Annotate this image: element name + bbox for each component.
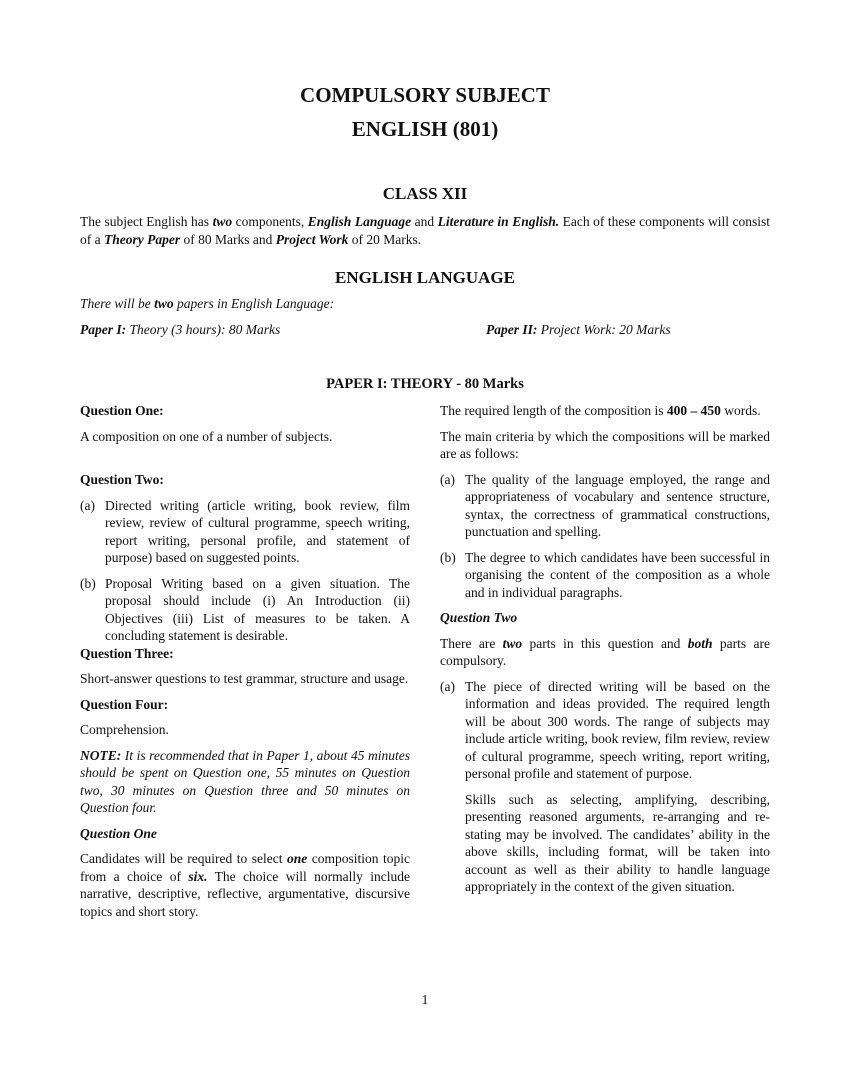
intro-paragraph: The subject English has two components, English Language and Literature in English. Each of these components will consist of a Theory Paper of 80 Marks and Project Work of 20 Marks.: [80, 214, 770, 247]
question-heading: Question Four:: [80, 696, 169, 712]
question-heading: Question One: [80, 825, 157, 841]
paragraph: A composition on one of a number of subjects.: [80, 428, 333, 444]
list-item: (b) Proposal Writing based on a given situation. The proposal should include (i) An Introduction (ii) Objectives (iii) List of measures to be taken. A concluding statement is desirable.: [80, 575, 410, 643]
question-heading: Question Two:: [80, 472, 164, 487]
question-heading: Question One:: [80, 403, 164, 418]
question-heading: Question Two: [440, 610, 518, 625]
list-item: (a) The piece of directed writing will be based on the information and ideas provided. The required length will be about 300 words. The range of subjects may include article writing, book review, film review, review of cultural programme, speech writing, report writing, personal profile and statement of purpose.: [440, 678, 770, 781]
paragraph: The main criteria by which the compositions will be marked are as follows:: [440, 428, 770, 461]
left-column: [80, 402, 410, 928]
paragraph: The required length of the composition is 400 – 450 words.: [440, 403, 761, 418]
theory-heading: PAPER I: THEORY - 80 Marks: [326, 376, 524, 392]
paper-one-line: Paper I: Theory (3 hours): 80 Marks: [80, 322, 281, 337]
paper-two-line: Paper II: Project Work: 20 Marks: [486, 322, 671, 337]
paragraph: Short-answer questions to test grammar, structure and usage.: [80, 671, 409, 686]
title-line-2: ENGLISH (801): [351, 117, 499, 141]
section-heading: ENGLISH LANGUAGE: [335, 268, 515, 287]
page-number: 1: [421, 992, 429, 1007]
question-heading: Question Three:: [80, 645, 174, 661]
paragraph: Candidates will be required to select one composition topic from a choice of six. The choice will normally include narrative, descriptive, reflective, argumentative, discursive topics and short story.: [80, 851, 410, 919]
title-line-1: COMPULSORY SUBJECT: [300, 83, 550, 107]
papers-statement: There will be two papers in English Language:: [80, 296, 335, 311]
paragraph: Skills such as selecting, amplifying, describing, presenting reasoned arguments, re-arranging and re-stating may be involved. The candidates’ ability in the above skills, including format, will be taken into account as well as their ability to handle language appropriately in the context of the given situation.: [465, 791, 770, 894]
right-column: [440, 402, 770, 904]
list-item: (b) The degree to which candidates have been successful in organising the content of the composition as a whole and in individual paragraphs.: [440, 549, 770, 600]
paragraph: There are two parts in this question and both parts are compulsory.: [440, 635, 770, 668]
class-heading: CLASS XII: [382, 184, 468, 203]
note-paragraph: NOTE: It is recommended that in Paper 1, about 45 minutes should be spent on Question one, 55 minutes on Question two, 30 minutes on Question three and 50 minutes on Question four.: [80, 747, 410, 815]
paragraph: Comprehension.: [80, 722, 169, 737]
list-item: (a) The quality of the language employed, the range and appropriateness of vocabulary and sentence structure, syntax, the correctness of grammatical constructions, punctuation and spelling.: [440, 471, 770, 539]
list-item: (a) Directed writing (article writing, book review, film review, review of cultural programme, speech writing, report writing, personal profile, and statement of purpose) based on suggested points.: [80, 497, 410, 565]
